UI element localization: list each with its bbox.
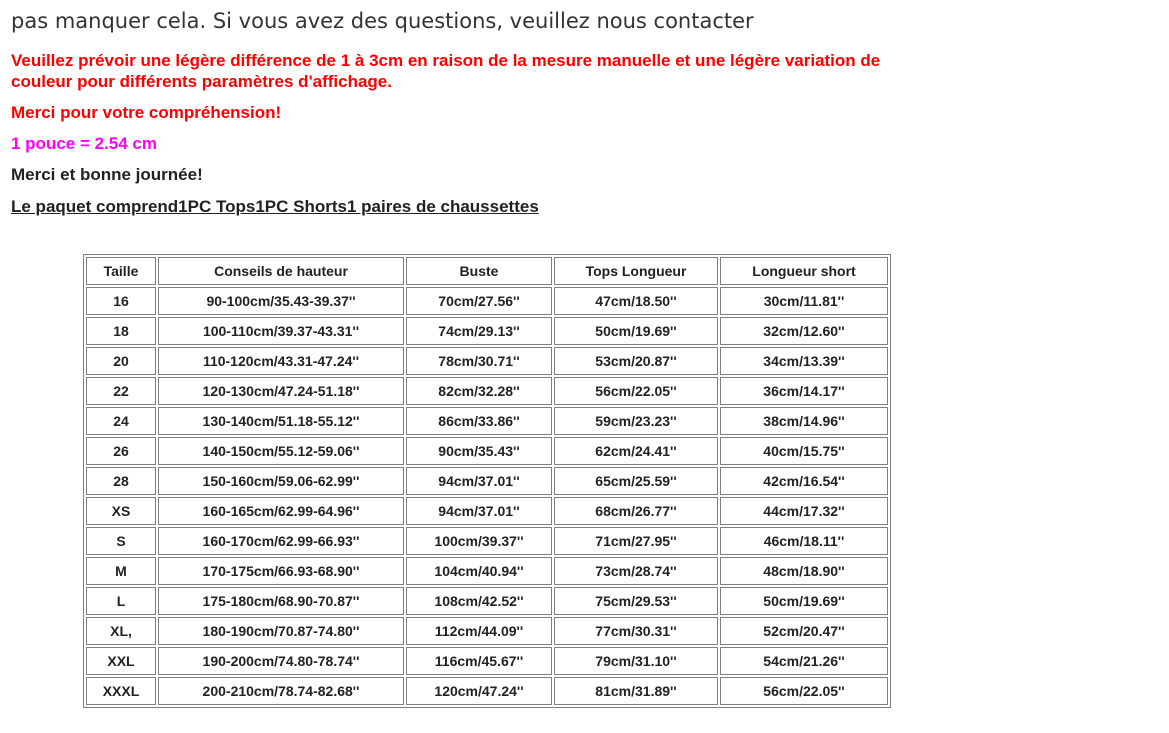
cell-shorts-length: 46cm/18.11''	[720, 527, 888, 555]
cell-height-advice: 200-210cm/78.74-82.68''	[158, 677, 404, 705]
cell-size: 20	[86, 347, 156, 375]
cell-height-advice: 160-165cm/62.99-64.96''	[158, 497, 404, 525]
cell-size: S	[86, 527, 156, 555]
cell-size: 18	[86, 317, 156, 345]
cell-size: 16	[86, 287, 156, 315]
table-row	[86, 407, 888, 435]
cell-shorts-length: 36cm/14.17''	[720, 377, 888, 405]
cell-height-advice: 150-160cm/59.06-62.99''	[158, 467, 404, 495]
cell-height-advice: 120-130cm/47.24-51.18''	[158, 377, 404, 405]
thanks-text: Merci pour votre compréhension!	[11, 103, 282, 122]
cell-shorts-length: 44cm/17.32''	[720, 497, 888, 525]
header-bust: Buste	[406, 257, 552, 285]
table-row	[86, 317, 888, 345]
cell-shorts-length: 32cm/12.60''	[720, 317, 888, 345]
cell-size: 24	[86, 407, 156, 435]
header-height-advice: Conseils de hauteur	[158, 257, 404, 285]
cell-height-advice: 100-110cm/39.37-43.31''	[158, 317, 404, 345]
header-size: Taille	[86, 257, 156, 285]
cell-shorts-length: 40cm/15.75''	[720, 437, 888, 465]
cell-size: XXXL	[86, 677, 156, 705]
size-chart-table	[83, 254, 891, 708]
cell-bust: 116cm/45.67''	[406, 647, 552, 675]
cell-height-advice: 160-170cm/62.99-66.93''	[158, 527, 404, 555]
cell-size: XL,	[86, 617, 156, 645]
table-row	[86, 467, 888, 495]
table-row	[86, 647, 888, 675]
table-row	[86, 587, 888, 615]
cell-height-advice: 170-175cm/66.93-68.90''	[158, 557, 404, 585]
cell-top-length: 81cm/31.89''	[554, 677, 718, 705]
cell-size: 28	[86, 467, 156, 495]
cell-top-length: 75cm/29.53''	[554, 587, 718, 615]
cell-height-advice: 140-150cm/55.12-59.06''	[158, 437, 404, 465]
cell-top-length: 77cm/30.31''	[554, 617, 718, 645]
cell-bust: 70cm/27.56''	[406, 287, 552, 315]
cell-top-length: 47cm/18.50''	[554, 287, 718, 315]
table-row	[86, 527, 888, 555]
cell-shorts-length: 56cm/22.05''	[720, 677, 888, 705]
cell-size: M	[86, 557, 156, 585]
table-row	[86, 377, 888, 405]
cell-bust: 90cm/35.43''	[406, 437, 552, 465]
header-shorts-length: Longueur short	[720, 257, 888, 285]
table-row	[86, 497, 888, 525]
cell-top-length: 79cm/31.10''	[554, 647, 718, 675]
cell-shorts-length: 48cm/18.90''	[720, 557, 888, 585]
cell-top-length: 62cm/24.41''	[554, 437, 718, 465]
size-chart-body	[86, 257, 888, 705]
cell-size: 26	[86, 437, 156, 465]
cell-shorts-length: 50cm/19.69''	[720, 587, 888, 615]
cell-size: XXL	[86, 647, 156, 675]
table-row	[86, 287, 888, 315]
package-contents-text: Le paquet comprend1PC Tops1PC Shorts1 paires de chaussettes	[11, 197, 539, 216]
cell-top-length: 68cm/26.77''	[554, 497, 718, 525]
cell-top-length: 73cm/28.74''	[554, 557, 718, 585]
cell-shorts-length: 52cm/20.47''	[720, 617, 888, 645]
cell-height-advice: 130-140cm/51.18-55.12''	[158, 407, 404, 435]
cell-top-length: 56cm/22.05''	[554, 377, 718, 405]
cell-bust: 82cm/32.28''	[406, 377, 552, 405]
intro-text: pas manquer cela. Si vous avez des questions, veuillez nous contacter	[11, 9, 754, 33]
cell-shorts-length: 54cm/21.26''	[720, 647, 888, 675]
cell-top-length: 50cm/19.69''	[554, 317, 718, 345]
cell-bust: 74cm/29.13''	[406, 317, 552, 345]
cell-top-length: 71cm/27.95''	[554, 527, 718, 555]
table-row	[86, 437, 888, 465]
good-day-text: Merci et bonne journée!	[11, 165, 203, 184]
cell-shorts-length: 34cm/13.39''	[720, 347, 888, 375]
cell-shorts-length: 30cm/11.81''	[720, 287, 888, 315]
cell-bust: 108cm/42.52''	[406, 587, 552, 615]
measurement-notice-line-1: Veuillez prévoir une légère différence de 1 à 3cm en raison de la mesure manuelle et une légère variation de	[11, 51, 881, 70]
table-row	[86, 557, 888, 585]
cell-bust: 120cm/47.24''	[406, 677, 552, 705]
table-header-row	[86, 257, 888, 285]
cell-bust: 104cm/40.94''	[406, 557, 552, 585]
cell-shorts-length: 42cm/16.54''	[720, 467, 888, 495]
cell-bust: 100cm/39.37''	[406, 527, 552, 555]
cell-height-advice: 190-200cm/74.80-78.74''	[158, 647, 404, 675]
cell-size: L	[86, 587, 156, 615]
cell-top-length: 65cm/25.59''	[554, 467, 718, 495]
cell-bust: 112cm/44.09''	[406, 617, 552, 645]
cell-height-advice: 90-100cm/35.43-39.37''	[158, 287, 404, 315]
table-row	[86, 677, 888, 705]
cell-shorts-length: 38cm/14.96''	[720, 407, 888, 435]
measurement-notice-line-2: couleur pour différents paramètres d'affichage.	[11, 72, 392, 91]
cell-bust: 94cm/37.01''	[406, 497, 552, 525]
cell-bust: 86cm/33.86''	[406, 407, 552, 435]
cell-size: XS	[86, 497, 156, 525]
table-row	[86, 617, 888, 645]
conversion-text: 1 pouce = 2.54 cm	[11, 134, 157, 153]
cell-height-advice: 175-180cm/68.90-70.87''	[158, 587, 404, 615]
cell-size: 22	[86, 377, 156, 405]
cell-bust: 78cm/30.71''	[406, 347, 552, 375]
header-top-length: Tops Longueur	[554, 257, 718, 285]
cell-top-length: 59cm/23.23''	[554, 407, 718, 435]
cell-top-length: 53cm/20.87''	[554, 347, 718, 375]
table-row	[86, 347, 888, 375]
cell-height-advice: 180-190cm/70.87-74.80''	[158, 617, 404, 645]
cell-height-advice: 110-120cm/43.31-47.24''	[158, 347, 404, 375]
cell-bust: 94cm/37.01''	[406, 467, 552, 495]
